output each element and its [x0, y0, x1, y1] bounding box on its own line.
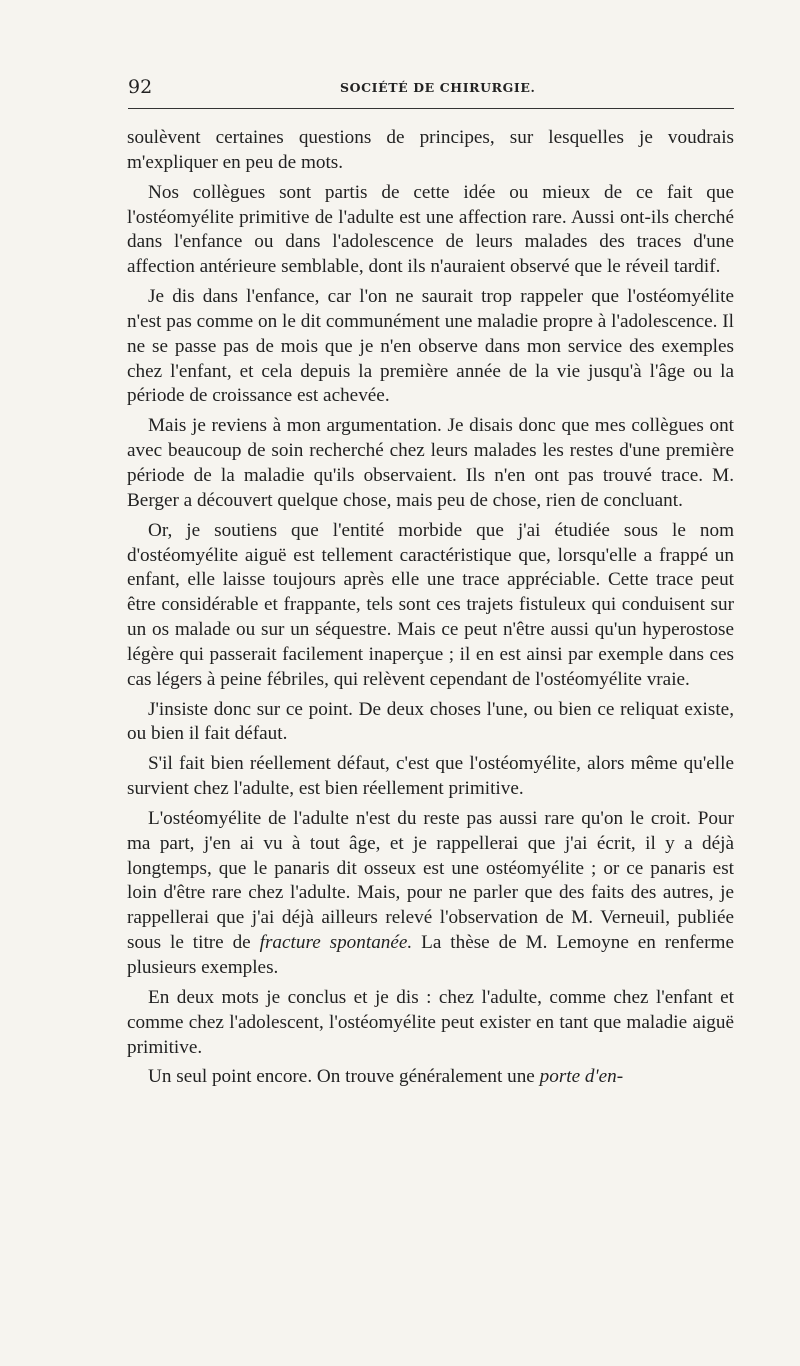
paragraph: Nos collègues sont partis de cette idée ou mieux de ce fait que l'ostéomyélite primitive de l'adulte est une affection rare. Aussi ont-ils cherché dans l'enfance ou dans l'adolescence de leurs malades des traces d'une affection antérieure semblable, dont ils n'auraient observé que le réveil tardif. [127, 181, 734, 278]
paragraph: En deux mots je conclus et je dis : chez l'adulte, comme chez l'enfant et comme chez l'adolescent, l'ostéomyélite peut exister en tant que maladie aiguë primitive. [127, 986, 734, 1058]
paragraph: S'il fait bien réellement défaut, c'est que l'ostéomyélite, alors même qu'elle survient chez l'adulte, est bien réellement primitive. [127, 753, 734, 800]
paragraph: J'insiste donc sur ce point. De deux choses l'une, ou bien ce reliquat existe, ou bien il fait défaut. [127, 698, 734, 745]
page-header [128, 74, 734, 102]
italic-title: fracture spontanée. [259, 932, 413, 954]
paragraph [127, 807, 734, 981]
paragraph: soulèvent certaines questions de principes, sur lesquelles je voudrais m'expliquer en peu de mots. [127, 127, 734, 173]
paragraph: Mais je reviens à mon argumentation. Je disais donc que mes collègues ont avec beaucoup de soin recherché chez leurs malades les restes d'une première période de la maladie qu'ils observaient. Ils n'en ont pas trouvé trace. M. Berger a découvert quelque chose, mais peu de chose, rien de concluant. [127, 415, 734, 511]
header-rule [128, 108, 734, 109]
paragraph: Je dis dans l'enfance, car l'on ne saurait trop rappeler que l'ostéomyélite n'est pas comme on le dit communément une maladie propre à l'adolescence. Il ne se passe pas de mois que je n'en observe dans mon service des exemples chez l'enfant, et cela depuis la première année de la vie jusqu'à l'âge ou la période de croissance est achevée. [127, 286, 734, 407]
paragraph-text: La thèse de M. Lemoyne en renferme plusieurs exemples. [127, 932, 734, 978]
paragraph [127, 1065, 734, 1090]
running-title: SOCIÉTÉ DE CHIRURGIE. [340, 80, 536, 95]
paragraph: Or, je soutiens que l'entité morbide que j'ai étudiée sous le nom d'ostéomyélite aiguë est tellement caractéristique que, lorsqu'elle a frappé un enfant, elle laisse toujours après elle une trace appréciable. Cette trace peut être considérable et frappante, tels sont ces trajets fistuleux qui conduisent sur un os malade ou sur un séquestre. Mais ce peut n'être aussi qu'un hyperostose légère qui passerait facilement inaperçue ; il en est ainsi par exemple dans ces cas légers à peine fébriles, qui relèvent cependant de l'ostéomyélite vraie. [127, 519, 734, 690]
paragraph-text: L'ostéomyélite de l'adulte n'est du reste pas aussi rare qu'on le croit. Pour ma part, j'en ai vu à tout âge, et je rappellerai que j'ai écrit, il y a déjà longtemps, que le panaris dit osseux est une ostéomyélite ; or ce panaris est loin d'être rare chez l'adulte. Mais, pour ne parler que des faits des autres, je rappellerai que j'ai déjà ailleurs relevé l'observation de M. Verneuil, publiée sous le titre de [127, 807, 734, 954]
italic-phrase: porte d'en- [539, 1066, 624, 1088]
paragraph-text: Un seul point encore. On trouve généralement une [148, 1066, 540, 1088]
page-number: 92 [128, 76, 153, 98]
body-text [127, 126, 734, 1090]
